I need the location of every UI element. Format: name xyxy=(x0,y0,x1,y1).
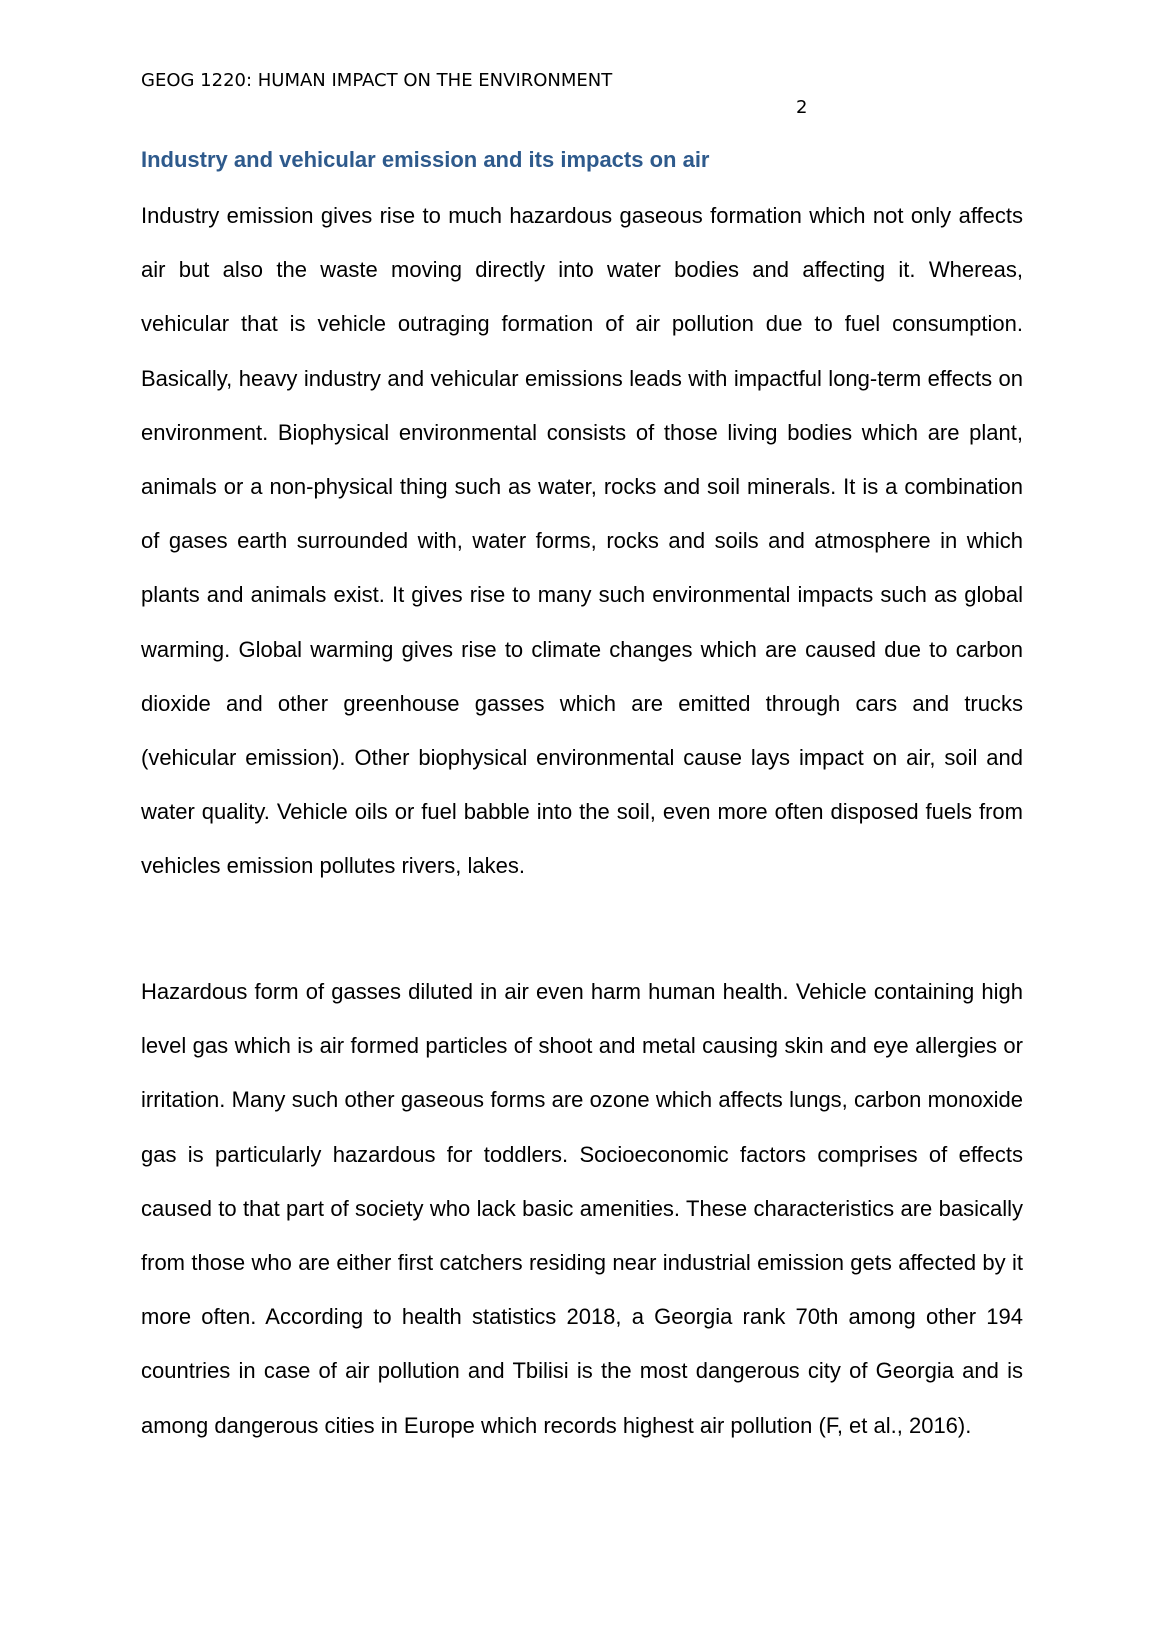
body-paragraph-2: Hazardous form of gasses diluted in air even harm human health. Vehicle containing high level gas which is air formed particles of shoot and metal causing skin and eye allergies or irritation. Many such other gaseous forms are ozone which affects lungs, carbon monoxide gas is particularly hazardous for toddlers. Socioeconomic factors comprises of effects caused to that part of society who lack basic amenities. These characteristics are basically from those who are either first catchers residing near industrial emission gets affected by it more often. According to health statistics 2018, a Georgia rank 70th among other 194 countries in case of air pollution and Tbilisi is the most dangerous city of Georgia and is among dangerous cities in Europe which records highest air pollution (F, et al., 2016). xyxy=(141,979,1023,1438)
body-paragraph-1: Industry emission gives rise to much hazardous gaseous formation which not only affects air but also the waste moving directly into water bodies and affecting it. Whereas, vehicular that is vehicle outraging formation of air pollution due to fuel consumption. Basically, heavy industry and vehicular emissions leads with impactful long-term effects on environment. Biophysical environmental consists of those living bodies which are plant, animals or a non-physical thing such as water, rocks and soil minerals. It is a combination of gases earth surrounded with, water forms, rocks and soils and atmosphere in which plants and animals exist. It gives rise to many such environmental impacts such as global warming. Global warming gives rise to climate changes which are caused due to carbon dioxide and other greenhouse gasses which are emitted through cars and trucks (vehicular emission). Other biophysical environmental cause lays impact on air, soil and water quality. Vehicle oils or fuel babble into the soil, even more often disposed fuels from vehicles emission pollutes rivers, lakes. xyxy=(141,203,1023,879)
running-head: GEOG 1220: HUMAN IMPACT ON THE ENVIRONMENT xyxy=(141,70,613,91)
section-heading: Industry and vehicular emission and its impacts on air xyxy=(141,147,710,172)
page-number: 2 xyxy=(796,97,808,118)
